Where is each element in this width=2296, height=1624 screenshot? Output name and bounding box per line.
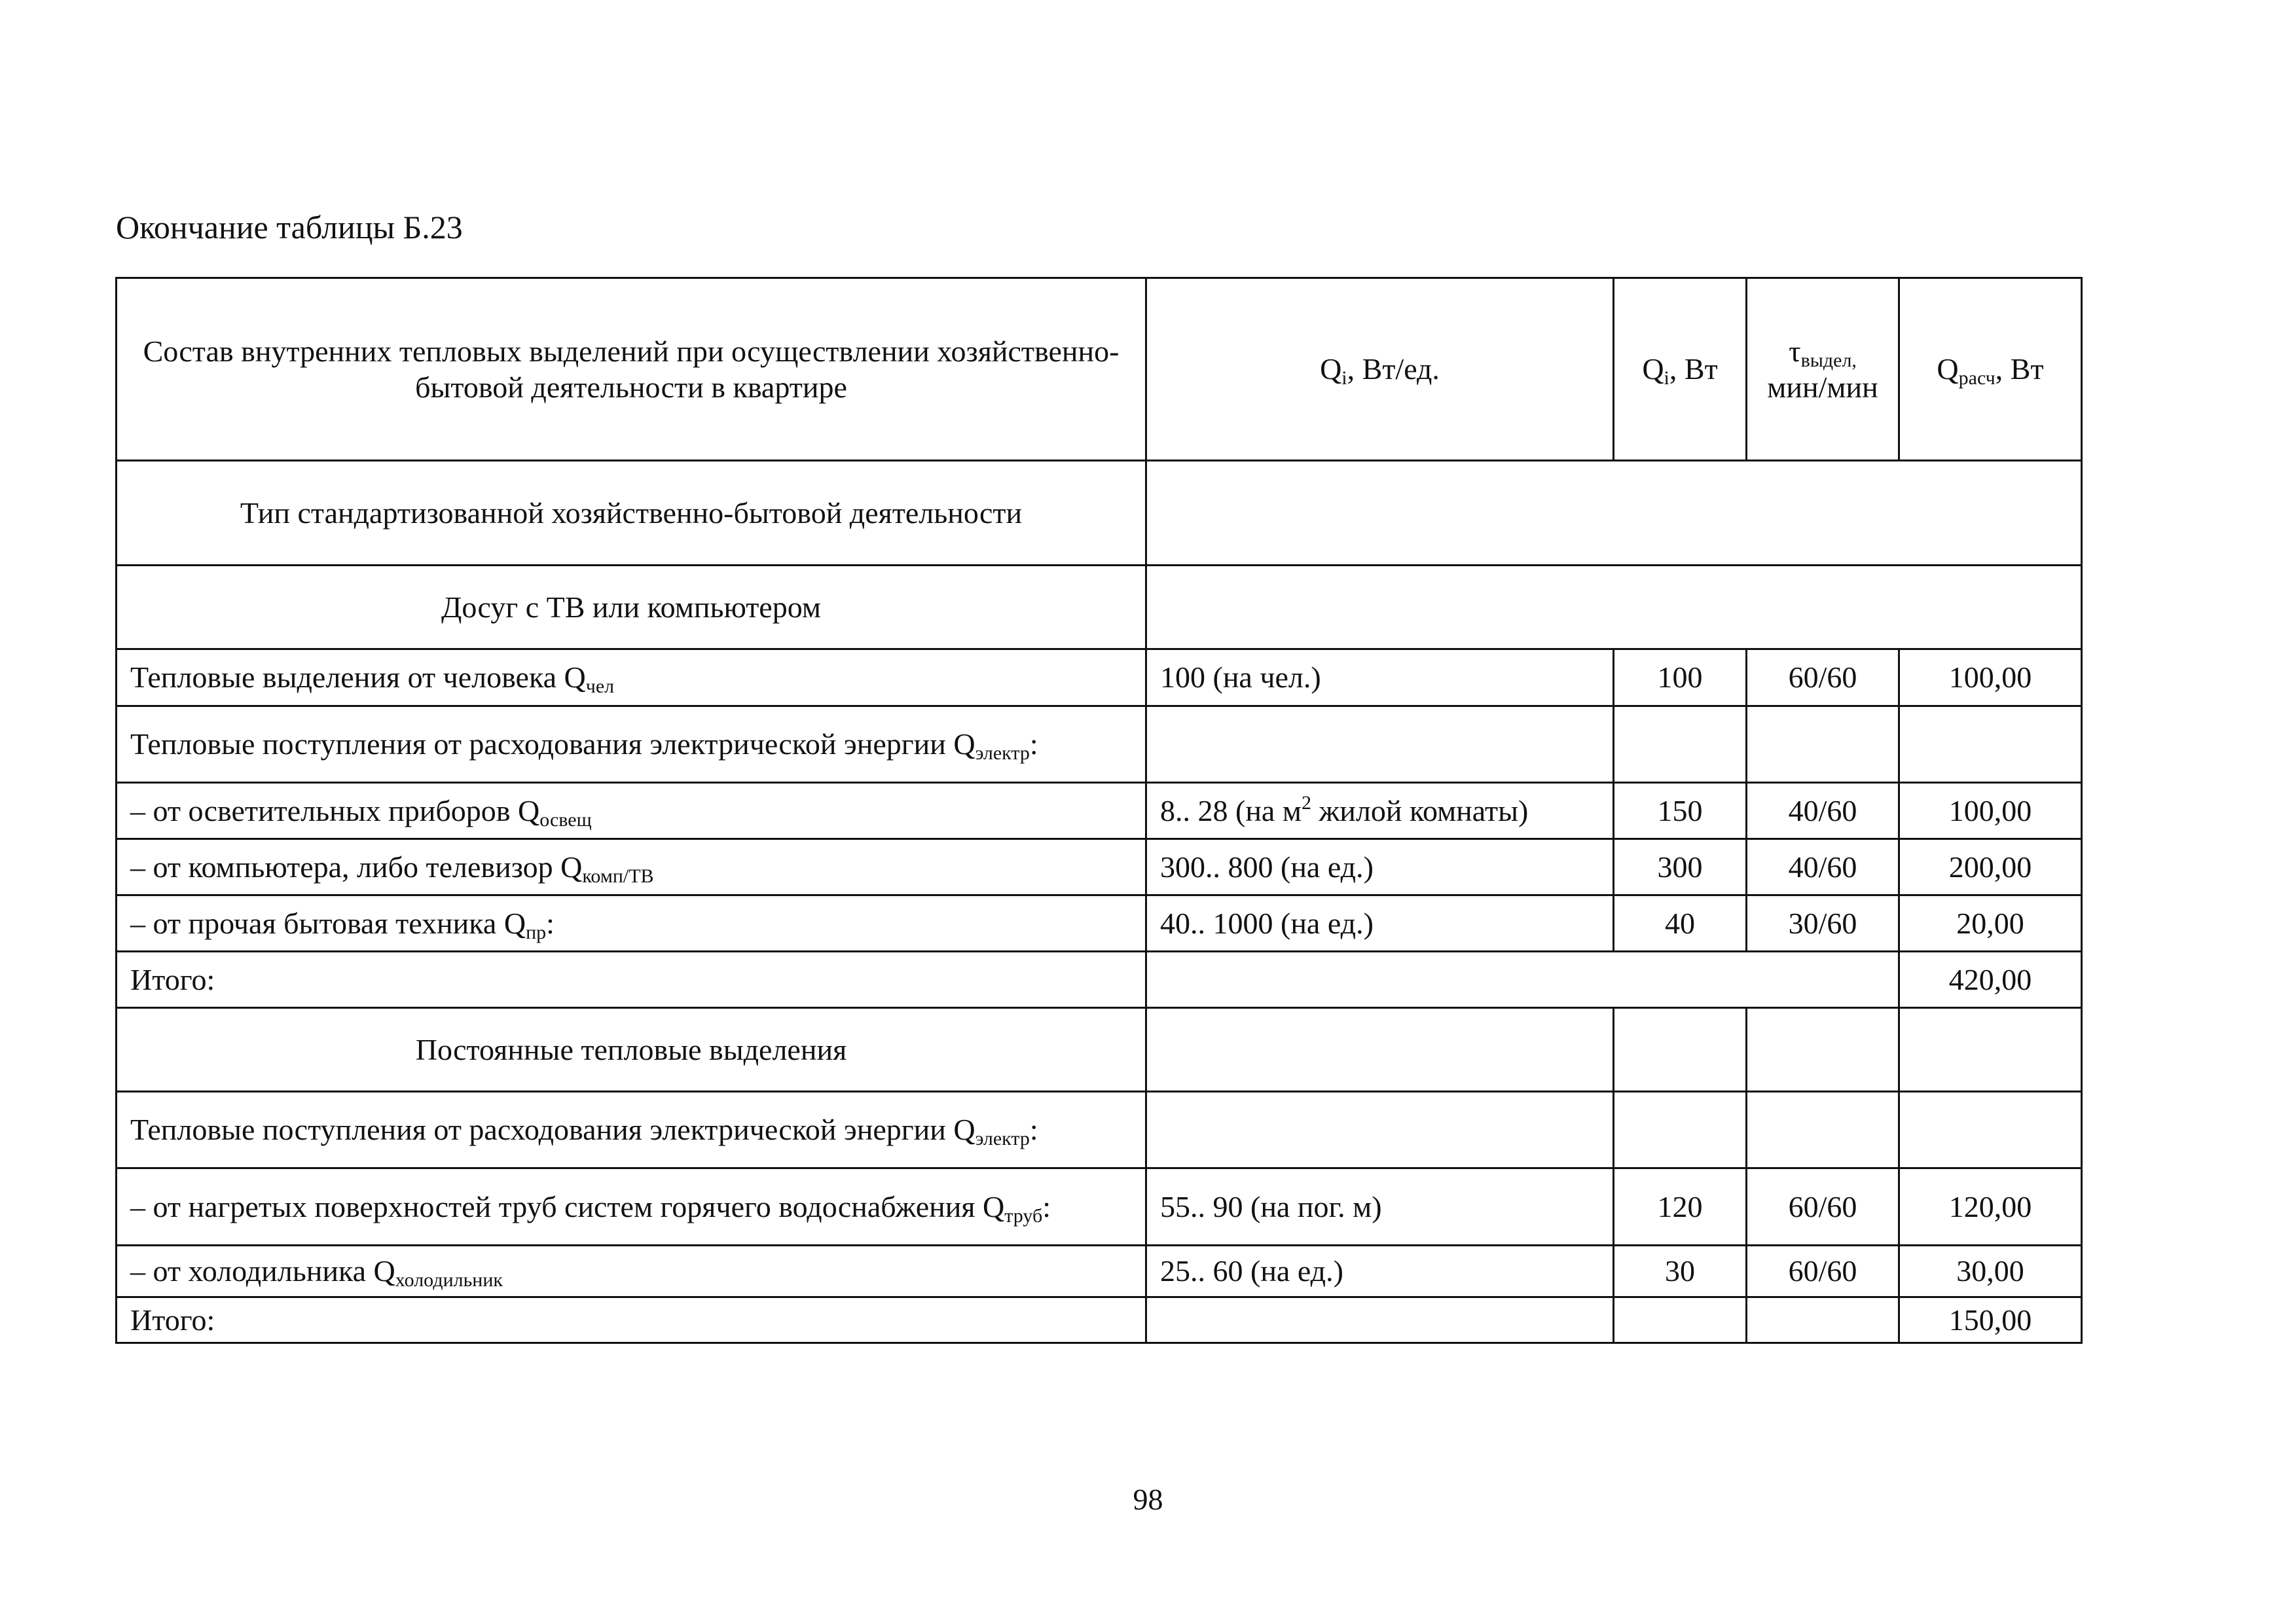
row-norm: 40.. 1000 (на ед.) [1146, 895, 1614, 952]
row-label: – от прочая бытовая техника $Q_{пр}$: [117, 895, 1146, 952]
row-q-calc [1899, 706, 2082, 783]
header-tau: $\tau_{выдел,}$ мин/мин [1747, 278, 1899, 461]
row-norm: 25.. 60 (на ед.) [1146, 1246, 1614, 1297]
header-q: $Q_i$, Вт [1614, 278, 1747, 461]
table-row [117, 649, 2082, 706]
table-row [117, 1168, 2082, 1246]
section-title-row [117, 566, 2082, 649]
row-q-calc: 120,00 [1899, 1168, 2082, 1246]
total-value: 150,00 [1899, 1297, 2082, 1343]
row-tau [1747, 706, 1899, 783]
row-q-calc: 200,00 [1899, 839, 2082, 895]
total-label: Итого: [117, 1297, 1146, 1343]
empty-cell [1614, 1297, 1747, 1343]
table-row [117, 783, 2082, 839]
total-value: 420,00 [1899, 952, 2082, 1008]
header-q-calc: $Q_{расч}$, Вт [1899, 278, 2082, 461]
row-label: Тепловые выделения от человека $Q_{чел}$ [117, 649, 1146, 706]
empty-cell [1899, 1008, 2082, 1092]
row-label: Тепловые поступления от расходования электрической энергии $Q_{электр}$: [117, 706, 1146, 783]
row-norm [1146, 706, 1614, 783]
row-q: 150 [1614, 783, 1747, 839]
row-q: 300 [1614, 839, 1747, 895]
empty-cell [1614, 1008, 1747, 1092]
table-row [117, 706, 2082, 783]
row-q: 120 [1614, 1168, 1747, 1246]
row-label: – от осветительных приборов $Q_{освещ}$ [117, 783, 1146, 839]
header-q-per-unit: $Q_i$, Вт/ед. [1146, 278, 1614, 461]
total-row [117, 1297, 2082, 1343]
empty-cell [1146, 1008, 1614, 1092]
row-q [1614, 706, 1747, 783]
table-row [117, 1246, 2082, 1297]
row-norm: 55.. 90 (на пог. м) [1146, 1168, 1614, 1246]
row-q: 100 [1614, 649, 1747, 706]
row-tau: 30/60 [1747, 895, 1899, 952]
section-title-row [117, 1008, 2082, 1092]
row-q-calc: 100,00 [1899, 783, 2082, 839]
table-header-row [117, 278, 2082, 461]
table-caption: Окончание таблицы Б.23 [116, 209, 463, 245]
row-q [1614, 1092, 1747, 1168]
empty-cell [1747, 1008, 1899, 1092]
row-q-calc: 20,00 [1899, 895, 2082, 952]
empty-cell [1747, 1297, 1899, 1343]
table-row [117, 461, 2082, 566]
total-empty [1146, 952, 1899, 1008]
table-row [117, 839, 2082, 895]
row-tau: 60/60 [1747, 1168, 1899, 1246]
empty-cell [1146, 1297, 1614, 1343]
table-row [117, 1092, 2082, 1168]
type-row-label: Тип стандартизованной хозяйственно-бытовой деятельности [117, 461, 1146, 566]
row-norm [1146, 1092, 1614, 1168]
row-tau: 60/60 [1747, 1246, 1899, 1297]
header-composition: Состав внутренних тепловых выделений при осуществлении хозяйственно-бытовой деятельности в квартире [117, 278, 1146, 461]
section1-title: Досуг с ТВ или компьютером [117, 566, 1146, 649]
row-q-calc: 30,00 [1899, 1246, 2082, 1297]
section2-title: Постоянные тепловые выделения [117, 1008, 1146, 1092]
section1-title-empty [1146, 566, 2082, 649]
table-row [117, 895, 2082, 952]
row-tau [1747, 1092, 1899, 1168]
row-q-calc: 100,00 [1899, 649, 2082, 706]
total-row [117, 952, 2082, 1008]
row-norm: 100 (на чел.) [1146, 649, 1614, 706]
row-norm: 8.. 28 (на $м^2$ жилой комнаты) [1146, 783, 1614, 839]
row-tau: 40/60 [1747, 839, 1899, 895]
row-q: 30 [1614, 1246, 1747, 1297]
row-norm: 300.. 800 (на ед.) [1146, 839, 1614, 895]
type-row-empty [1146, 461, 2082, 566]
total-label: Итого: [117, 952, 1146, 1008]
row-label: – от нагретых поверхностей труб систем горячего водоснабжения $Q_{труб}$: [117, 1168, 1146, 1246]
page-number: 98 [1133, 1483, 1163, 1516]
row-tau: 40/60 [1747, 783, 1899, 839]
row-label: Тепловые поступления от расходования электрической энергии $Q_{электр}$: [117, 1092, 1146, 1168]
heat-release-table [115, 277, 2083, 1344]
row-label: – от компьютера, либо телевизор $Q_{комп/ТВ}$ [117, 839, 1146, 895]
row-label: – от холодильника $Q_{холодильник}$ [117, 1246, 1146, 1297]
row-q-calc [1899, 1092, 2082, 1168]
row-tau: 60/60 [1747, 649, 1899, 706]
row-q: 40 [1614, 895, 1747, 952]
